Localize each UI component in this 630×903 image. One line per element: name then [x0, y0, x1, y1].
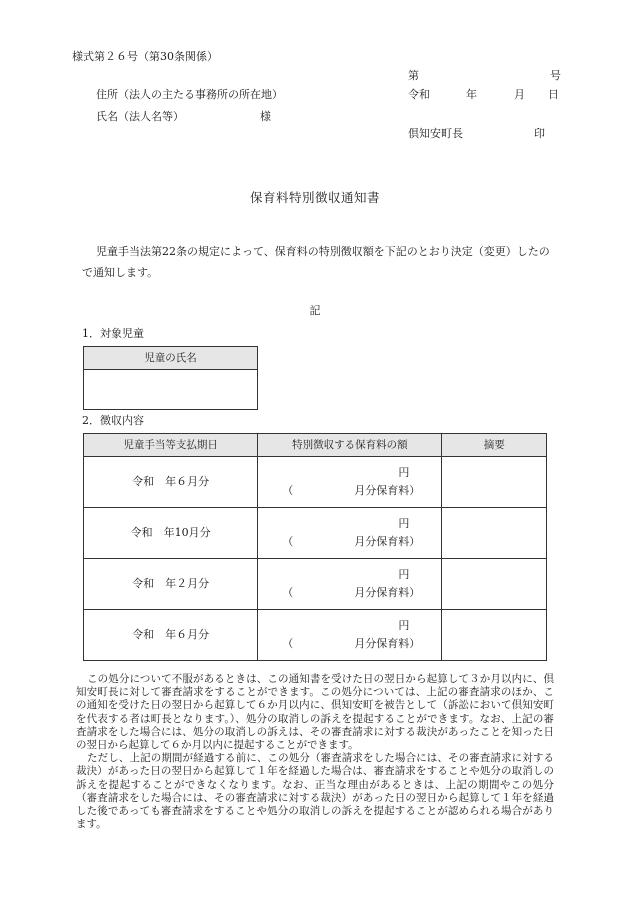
child-name-header: 児童の氏名 — [84, 347, 258, 370]
child-name-cell[interactable] — [84, 370, 258, 410]
form-number: 様式第２６号（第30条関係） — [72, 50, 218, 63]
table-row — [84, 610, 547, 661]
ki-marker: 記 — [309, 304, 321, 317]
section2-heading: 2．徴収内容 — [82, 414, 144, 427]
seal-mark: 印 — [534, 127, 545, 140]
document-title: 保育料特別徴収通知書 — [249, 190, 380, 205]
notice-paragraph: ただし、上記の期間が経過する前に、この処分（審査請求をした場合には、その審査請求に対する裁決）があった日の翌日から起算して１年を経過した場合は、審査請求をすることや処分の取消しの訴えを提起することができなくなります。なお、正当な理由があるときは、上記の期間やこの処分（審査請求をした場合には、その審査請求に対する裁決）があった日の翌日から起算して１年を経過した後であっても審査請求をすることや処分の取消しの訴えを提起することが認められる場合があります。 — [76, 752, 554, 831]
amount-cell[interactable] — [258, 559, 442, 610]
document-number-suffix: 号 — [550, 69, 561, 82]
document-number-prefix: 第 — [408, 69, 419, 82]
month-fee-label: 月分保育料） — [354, 484, 421, 497]
amount-cell[interactable] — [258, 508, 442, 559]
payment-date: 令和 年６月分 — [84, 457, 258, 508]
open-paren: （ — [282, 586, 294, 599]
issuer-name: 倶知安町長 — [408, 127, 463, 140]
table-row — [84, 559, 547, 610]
appeal-notice — [76, 673, 554, 831]
name-label: 氏名（法人名等） — [96, 110, 184, 123]
open-paren: （ — [282, 535, 294, 548]
month-fee-label: 月分保育料） — [354, 586, 421, 599]
table-row — [84, 508, 547, 559]
col-amount: 特別徴収する保育料の額 — [258, 434, 442, 457]
payment-date: 令和 年10月分 — [84, 508, 258, 559]
section1-heading: 1．対象児童 — [82, 327, 144, 340]
col-remarks: 摘要 — [442, 434, 547, 457]
month-fee-label: 月分保育料） — [354, 637, 421, 650]
collection-table — [83, 433, 547, 661]
amount-cell[interactable] — [258, 610, 442, 661]
col-payment-date: 児童手当等支払期日 — [84, 434, 258, 457]
amount-cell[interactable] — [258, 457, 442, 508]
address-label: 住所（法人の主たる事務所の所在地） — [96, 88, 283, 101]
date-year-label: 年 — [466, 88, 477, 101]
remarks-cell[interactable] — [442, 610, 547, 661]
remarks-cell[interactable] — [442, 457, 547, 508]
payment-date: 令和 年６月分 — [84, 610, 258, 661]
date-day-label: 日 — [548, 88, 559, 101]
child-name-table — [83, 346, 258, 410]
yen-unit: 円 — [398, 619, 410, 632]
yen-unit: 円 — [398, 466, 410, 479]
open-paren: （ — [282, 484, 294, 497]
date-era: 令和 — [408, 88, 430, 101]
honorific: 様 — [260, 110, 271, 123]
notice-paragraph: この処分について不服があるときは、この通知書を受けた日の翌日から起算して３か月以内に、倶知安町長に対して審査請求をすることができます。この処分については、上記の審査請求のほか、この通知を受けた日の翌日から起算して６か月以内に、倶知安町を被告として（訴訟において倶知安町を代表する者は町長となります。）、処分の取消しの訴えを提起することができます。なお、上記の審査請求をした場合には、処分の取消しの訴えは、その審査請求に対する裁決があったことを知った日の翌日から起算して６か月以内に提起することができます。 — [76, 673, 554, 752]
body-text: 児童手当法第22条の規定によって、保育料の特別徴収額を下記のとおり決定（変更）したので通知します。 — [82, 245, 550, 279]
payment-date: 令和 年２月分 — [84, 559, 258, 610]
remarks-cell[interactable] — [442, 559, 547, 610]
open-paren: （ — [282, 637, 294, 650]
yen-unit: 円 — [398, 568, 410, 581]
table-row — [84, 457, 547, 508]
date-month-label: 月 — [514, 88, 525, 101]
remarks-cell[interactable] — [442, 508, 547, 559]
yen-unit: 円 — [398, 517, 410, 530]
month-fee-label: 月分保育料） — [354, 535, 421, 548]
